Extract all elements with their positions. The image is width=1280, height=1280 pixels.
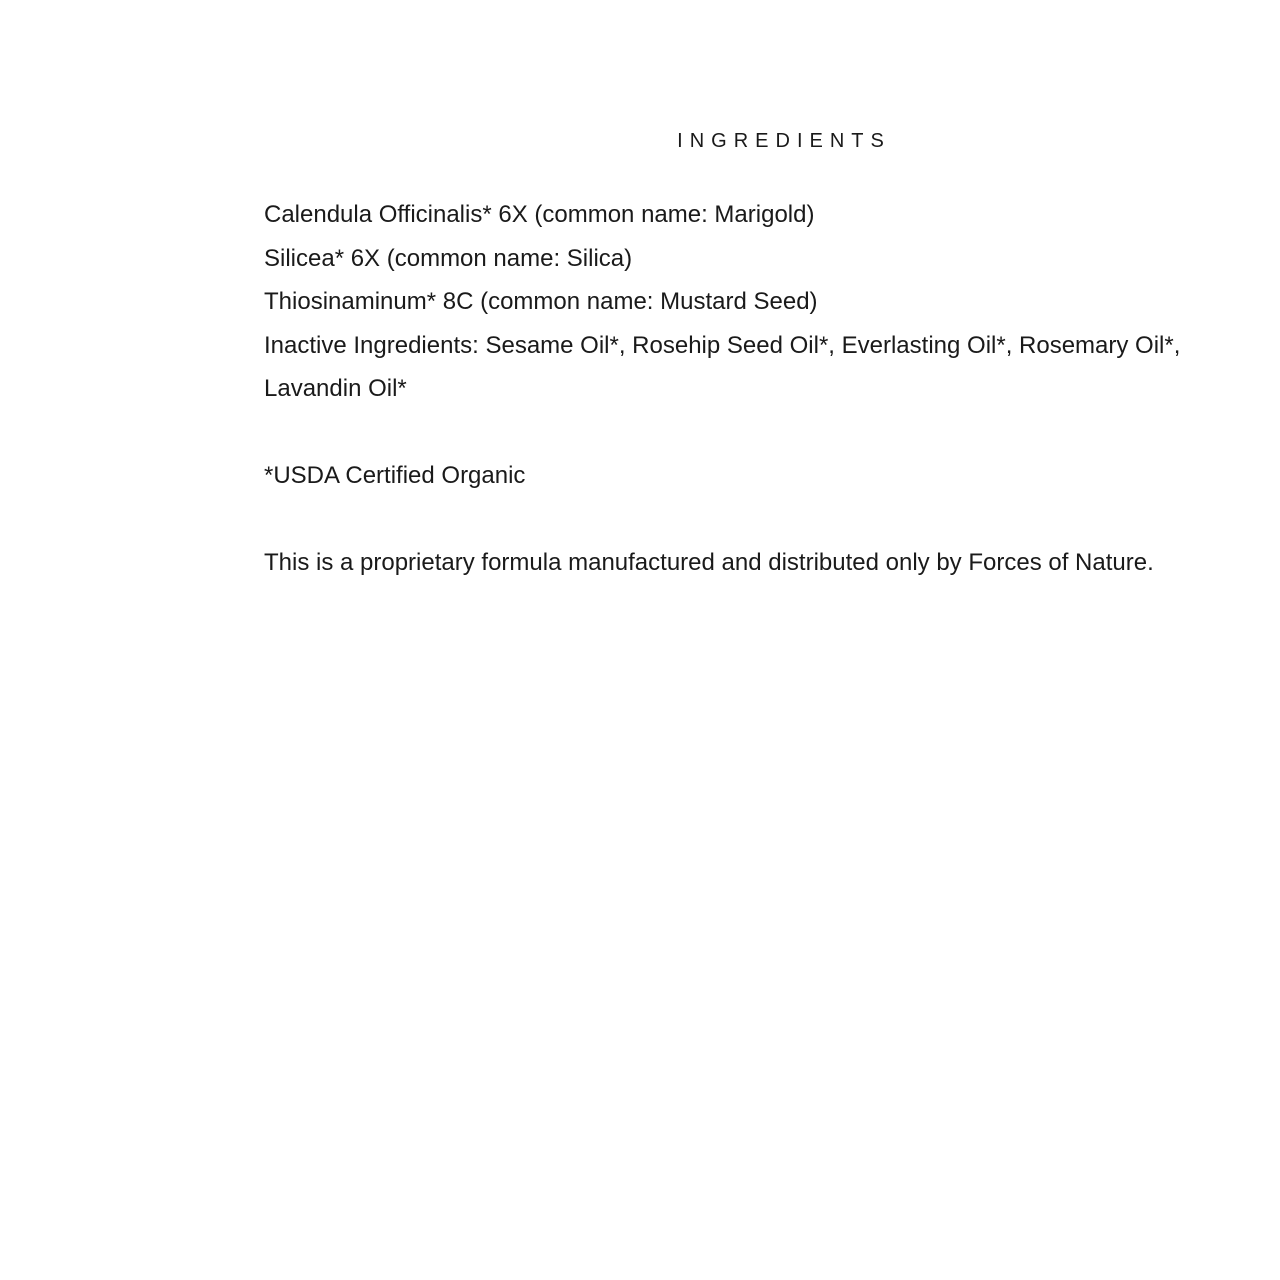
organic-note: *USDA Certified Organic [264,461,526,489]
ingredients-heading: INGREDIENTS [677,130,891,152]
proprietary-disclaimer: This is a proprietary formula manufactured and distributed only by Forces of Nature. [264,549,1154,576]
ingredient-item: Silicea* 6X (common name: Silica) [264,244,633,272]
inactive-ingredients-item: Inactive Ingredients: Sesame Oil*, Rosehip Seed Oil*, Everlasting Oil*, Rosemary Oil*, Lavandin Oil* [264,331,1181,402]
ingredients-section [264,130,1234,585]
ingredients-list [264,193,1234,411]
ingredient-item: Thiosinaminum* 8C (common name: Mustard Seed) [264,288,818,315]
ingredient-item: Calendula Officinalis* 6X (common name: Marigold) [264,201,815,228]
